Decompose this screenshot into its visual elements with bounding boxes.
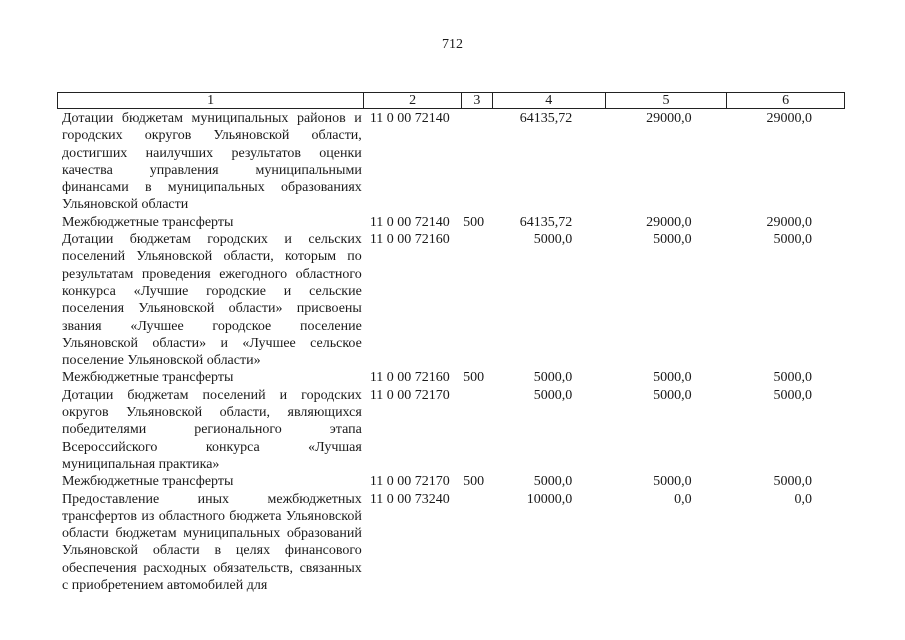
column-header-4: 4 <box>493 93 606 108</box>
row-value-4: 5000,0 <box>533 387 573 403</box>
row-value-6: 29000,0 <box>766 214 813 230</box>
table-body <box>57 110 845 594</box>
page-number: 712 <box>442 37 463 52</box>
row-value-6: 5000,0 <box>773 232 813 248</box>
row-name: Межбюджетные трансферты <box>62 474 234 490</box>
table-header <box>57 92 845 109</box>
column-header-1: 1 <box>58 93 364 108</box>
row-code: 11 0 00 72140 <box>369 214 450 230</box>
table-row <box>57 369 845 386</box>
row-value-5: 0,0 <box>674 491 692 507</box>
row-name: Дотации бюджетам городских и сельских поселений Ульяновской области, которым по результатам проведения ежегодного областного конкурса «Лучшие городские и сельские поселения Ульяновской области» присвоены звания «Лучшее городское поселение Ульяновской области» и «Лучшее сельское поселение Ульяновской области» <box>62 232 362 369</box>
row-value-4: 64135,72 <box>519 111 573 126</box>
table-row <box>57 491 845 595</box>
row-value-6: 5000,0 <box>773 387 813 403</box>
row-value-5: 5000,0 <box>653 370 692 386</box>
row-code: 11 0 00 72170 <box>369 387 450 403</box>
row-vr: 500 <box>463 474 485 490</box>
row-value-6: 5000,0 <box>773 370 813 386</box>
column-header-3: 3 <box>462 93 493 108</box>
row-value-6: 0,0 <box>794 491 813 507</box>
row-value-4: 5000,0 <box>533 232 573 248</box>
row-code: 11 0 00 72160 <box>369 232 450 248</box>
row-value-4: 5000,0 <box>533 474 573 490</box>
row-code: 11 0 00 72170 <box>369 474 450 490</box>
row-code: 11 0 00 72160 <box>369 370 450 386</box>
row-vr: 500 <box>463 370 485 386</box>
row-name: Межбюджетные трансферты <box>62 370 234 386</box>
row-value-6: 5000,0 <box>773 474 813 490</box>
table-row <box>57 231 845 369</box>
table-row <box>57 473 845 490</box>
row-code: 11 0 00 72140 <box>369 111 450 126</box>
row-value-5: 5000,0 <box>653 232 692 248</box>
row-name: Дотации бюджетам муниципальных районов и городских округов Ульяновской области, достигших наилучших результатов оценки качества управления муниципальными финансами в муниципальных образованиях Ульяновской области <box>62 111 362 213</box>
table-row <box>57 214 845 231</box>
row-value-4: 10000,0 <box>526 491 573 507</box>
column-header-5: 5 <box>606 93 728 108</box>
row-value-5: 5000,0 <box>653 387 692 403</box>
row-vr: 500 <box>463 214 485 230</box>
row-value-5: 29000,0 <box>646 111 692 126</box>
row-value-5: 5000,0 <box>653 474 692 490</box>
row-code: 11 0 00 73240 <box>369 491 450 507</box>
table-row <box>57 387 845 473</box>
row-value-4: 5000,0 <box>533 370 573 386</box>
row-value-5: 29000,0 <box>646 214 692 230</box>
row-value-4: 64135,72 <box>519 214 573 230</box>
row-name: Предоставление иных межбюджетных трансфертов из областного бюджета Ульяновской области бюджетам муниципальных образований Ульяновской области в целях финансового обеспечения расходных обязательств, связанных с приобретением автомобилей для <box>62 491 362 594</box>
row-value-6: 29000,0 <box>766 111 813 126</box>
column-header-2: 2 <box>364 93 462 108</box>
row-name: Межбюджетные трансферты <box>62 214 234 230</box>
row-name: Дотации бюджетам поселений и городских округов Ульяновской области, являющихся победителями регионального этапа Всероссийского конкурса «Лучшая муниципальная практика» <box>62 387 362 472</box>
table-row <box>57 110 845 214</box>
column-header-6: 6 <box>782 93 790 108</box>
